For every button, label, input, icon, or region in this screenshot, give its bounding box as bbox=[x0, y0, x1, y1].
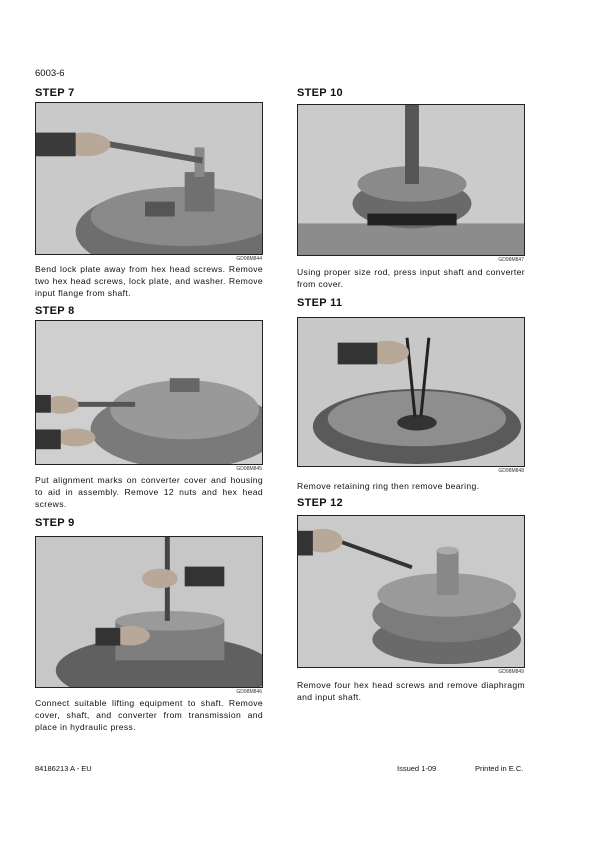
step-12-text: Remove four hex head screws and remove diaphragm and input shaft. bbox=[297, 680, 525, 702]
step-10-title: STEP 10 bbox=[297, 87, 343, 99]
step-9-photo bbox=[35, 536, 263, 688]
step-12-photo-code: GD98M849 bbox=[498, 669, 524, 675]
step-9-photo-code: GD98M846 bbox=[236, 689, 262, 695]
step-11-photo-code: GD98M848 bbox=[498, 468, 524, 474]
step-11-title: STEP 11 bbox=[297, 297, 343, 309]
step-7-photo-code: GD98M844 bbox=[236, 256, 262, 262]
step-7-photo bbox=[35, 102, 263, 255]
step-12-photo bbox=[297, 515, 525, 668]
footer-doc-id: 84186213 A - EU bbox=[35, 764, 92, 773]
step-12-title: STEP 12 bbox=[297, 497, 343, 509]
step-10-photo bbox=[297, 104, 525, 256]
step-9-title: STEP 9 bbox=[35, 517, 75, 529]
step-8-text: Put alignment marks on converter cover and housing to aid in assembly. Remove 12 nuts and hex head screws. bbox=[35, 475, 263, 509]
page-number: 6003-6 bbox=[35, 68, 65, 79]
step-8-photo bbox=[35, 320, 263, 465]
step-11-text: Remove retaining ring then remove bearing. bbox=[297, 481, 480, 491]
step-7-title: STEP 7 bbox=[35, 87, 75, 99]
step-8-title: STEP 8 bbox=[35, 305, 75, 317]
step-7-text: Bend lock plate away from hex head screws. Remove two hex head screws, lock plate, and washer. Remove input flange from shaft. bbox=[35, 264, 263, 298]
step-10-photo-code: GD98M847 bbox=[498, 257, 524, 263]
footer-issued: Issued 1-09 bbox=[397, 764, 437, 773]
step-9-text: Connect suitable lifting equipment to shaft. Remove cover, shaft, and converter from transmission and place in hydraulic press. bbox=[35, 698, 263, 732]
step-8-photo-code: GD98M845 bbox=[236, 466, 262, 472]
step-11-photo bbox=[297, 317, 525, 467]
footer-printed: Printed in E.C. bbox=[475, 764, 524, 773]
step-10-text: Using proper size rod, press input shaft and converter from cover. bbox=[297, 267, 525, 289]
